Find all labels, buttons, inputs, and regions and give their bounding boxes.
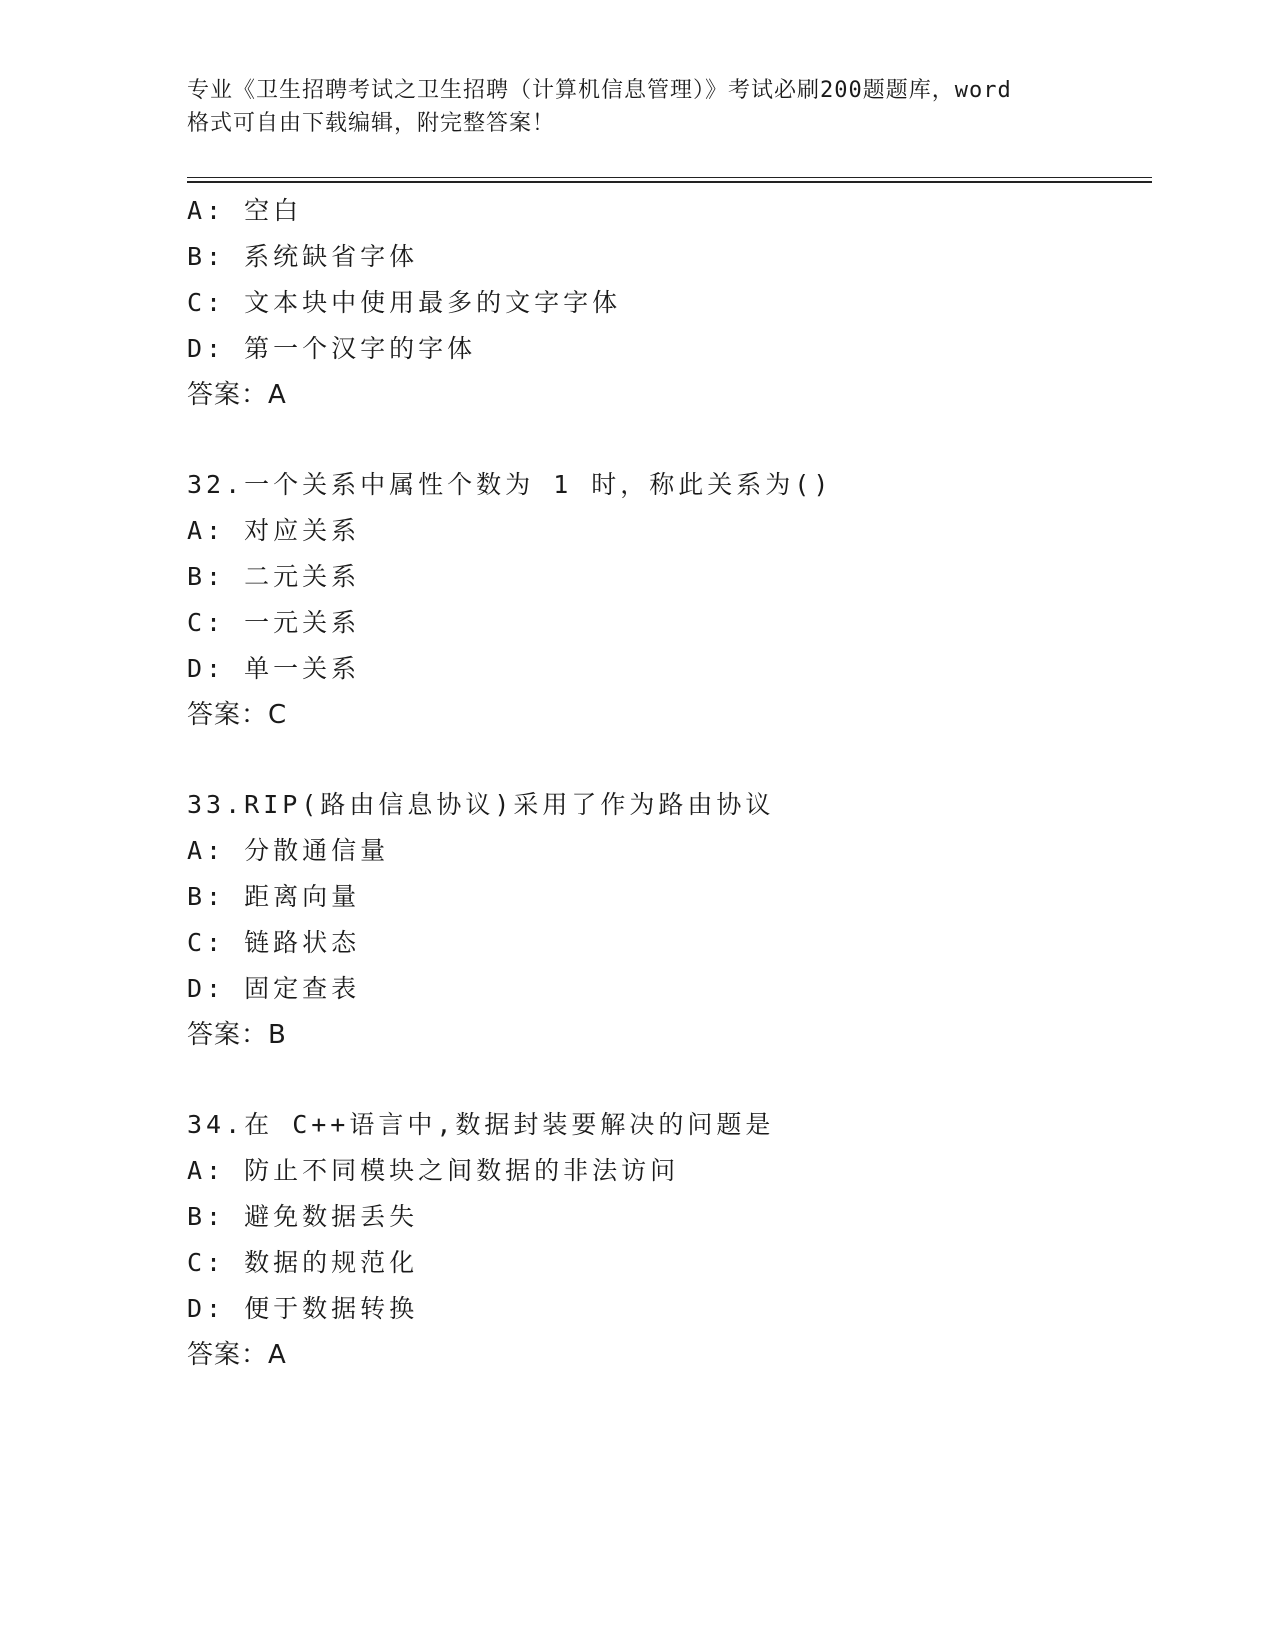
header-divider-thin [187, 177, 1152, 178]
question-spacer [187, 738, 1152, 782]
option-a: A: 对应关系 [187, 516, 361, 545]
document-header [187, 74, 1087, 140]
question-list [187, 188, 1152, 1378]
option-c: C: 链路状态 [187, 928, 361, 957]
question-spacer [187, 418, 1152, 462]
option-c: C: 数据的规范化 [187, 1248, 419, 1277]
question-text: 32.一个关系中属性个数为 1 时，称此关系为() [187, 470, 833, 499]
question-block-34 [187, 1102, 1152, 1378]
option-d: D: 第一个汉字的字体 [187, 334, 477, 363]
question-block-33 [187, 782, 1152, 1058]
option-b: B: 二元关系 [187, 562, 361, 591]
option-a: A: 空白 [187, 196, 303, 225]
answer-line: 答案：A [187, 1340, 287, 1370]
option-b: B: 系统缺省字体 [187, 242, 419, 271]
option-b: B: 避免数据丢失 [187, 1202, 419, 1231]
answer-line: 答案：B [187, 1020, 287, 1050]
option-d: D: 便于数据转换 [187, 1294, 419, 1323]
question-block-31 [187, 188, 1152, 418]
option-b: B: 距离向量 [187, 882, 361, 911]
answer-line: 答案：A [187, 380, 287, 410]
header-divider-thick [187, 181, 1152, 183]
question-text: 34.在 C++语言中,数据封装要解决的问题是 [187, 1110, 775, 1139]
option-a: A: 防止不同模块之间数据的非法访问 [187, 1156, 680, 1185]
answer-line: 答案：C [187, 700, 288, 730]
option-d: D: 固定查表 [187, 974, 361, 1003]
option-a: A: 分散通信量 [187, 836, 390, 865]
question-text: 33.RIP(路由信息协议)采用了作为路由协议 [187, 790, 775, 819]
option-c: C: 一元关系 [187, 608, 361, 637]
header-line-1: 专业《卫生招聘考试之卫生招聘（计算机信息管理）》考试必刷200题题库，word [187, 78, 1012, 103]
question-spacer [187, 1058, 1152, 1102]
option-c: C: 文本块中使用最多的文字字体 [187, 288, 622, 317]
header-line-2: 格式可自由下载编辑，附完整答案！ [187, 111, 556, 136]
question-block-32 [187, 462, 1152, 738]
option-d: D: 单一关系 [187, 654, 361, 683]
